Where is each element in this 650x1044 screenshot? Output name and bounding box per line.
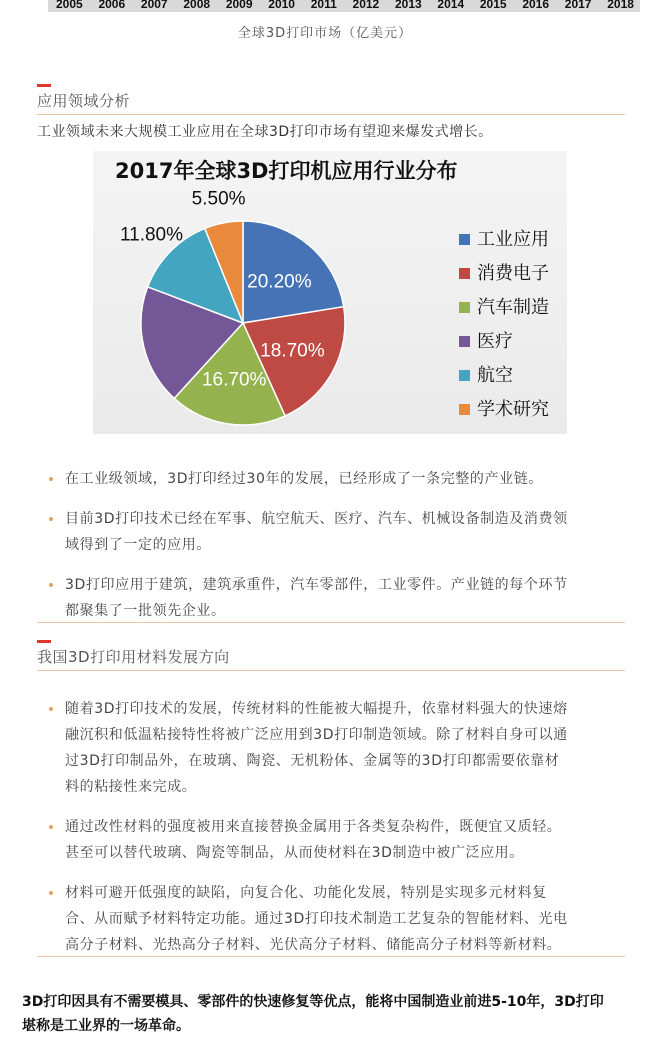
x-tick-label: 2007 bbox=[140, 0, 168, 11]
x-tick-label: 2010 bbox=[268, 0, 295, 11]
bullet-item bbox=[48, 506, 624, 558]
x-tick-label: 2006 bbox=[98, 0, 126, 11]
section-divider bbox=[37, 670, 625, 671]
bullet-dot-icon bbox=[49, 891, 53, 895]
bullet-item bbox=[48, 814, 624, 866]
bullet-dot-icon bbox=[49, 583, 53, 587]
chart-title: 2017年全球3D打印机应用行业分布 bbox=[115, 159, 458, 183]
bullet-list-materials bbox=[48, 696, 624, 972]
bullet-line: 都聚集了一批领先企业。 bbox=[65, 603, 226, 619]
bullet-line: 3D打印应用于建筑，建筑承重件，汽车零部件，工业零件。产业链的每个环节 bbox=[65, 577, 568, 593]
x-tick-label: 2013 bbox=[394, 0, 422, 11]
closing-paragraph bbox=[22, 990, 634, 1038]
pie-chart bbox=[93, 151, 567, 434]
bullet-dot-icon bbox=[49, 825, 53, 829]
bullet-line: 甚至可以替代玻璃、陶瓷等制品，从而使材料在3D制造中被广泛应用。 bbox=[65, 845, 524, 861]
bullet-item bbox=[48, 572, 624, 624]
bullet-item bbox=[48, 466, 624, 492]
legend-swatch bbox=[459, 336, 470, 347]
legend-label: 航空 bbox=[477, 365, 513, 386]
x-tick-label: 2018 bbox=[607, 0, 634, 11]
legend-label: 学术研究 bbox=[477, 399, 549, 420]
pie-value-label: 16.70% bbox=[201, 369, 267, 391]
pie-chart-svg bbox=[93, 151, 567, 434]
bullet-dot-icon bbox=[49, 477, 53, 481]
section-end-divider bbox=[37, 622, 625, 623]
section-accent-mark bbox=[37, 84, 51, 87]
legend-swatch bbox=[459, 234, 470, 245]
section-accent-mark bbox=[37, 640, 51, 643]
section-intro: 工业领域未来大规模工业应用在全球3D打印市场有望迎来爆发式增长。 bbox=[37, 124, 493, 140]
legend-swatch bbox=[459, 404, 470, 415]
x-tick-label: 2011 bbox=[310, 0, 337, 11]
legend-label: 工业应用 bbox=[477, 229, 549, 250]
bullet-line: 融沉积和低温粘接特性将被广泛应用到3D打印制造领域。除了材料自身可以通 bbox=[65, 727, 568, 743]
legend-label: 汽车制造 bbox=[477, 297, 549, 318]
bullet-line: 域得到了一定的应用。 bbox=[65, 537, 211, 553]
bullet-item bbox=[48, 880, 624, 958]
bullet-line: 材料可避开低强度的缺陷，向复合化、功能化发展，特别是实现多元材料复 bbox=[65, 885, 547, 901]
x-tick-label: 2015 bbox=[479, 0, 507, 11]
pie-value-label: 5.50% bbox=[191, 188, 246, 210]
bullet-line: 过3D打印制品外，在玻璃、陶瓷、无机粉体、金属等的3D打印都需要依靠材 bbox=[65, 753, 560, 769]
bullet-line: 合、从而赋予材料特定功能。通过3D打印技术制造工艺复杂的智能材料、光电 bbox=[65, 911, 568, 927]
x-tick-label: 2008 bbox=[183, 0, 211, 11]
section-divider bbox=[37, 114, 625, 115]
section-title: 应用领域分析 bbox=[37, 92, 131, 110]
bullet-line: 目前3D打印技术已经在军事、航空航天、医疗、汽车、机械设备制造及消费领 bbox=[65, 511, 568, 527]
section-title: 我国3D打印用材料发展方向 bbox=[37, 648, 230, 666]
x-axis-tick-labels bbox=[56, 0, 634, 12]
bullet-dot-icon bbox=[49, 707, 53, 711]
closing-line: 3D打印因具有不需要模具、零部件的快速修复等优点，能将中国制造业前进5-10年，3D打印 bbox=[22, 994, 604, 1010]
top-chart-caption: 全球3D打印市场（亿美元） bbox=[237, 26, 413, 41]
legend-swatch bbox=[459, 370, 470, 381]
pie-value-label: 11.80% bbox=[119, 224, 184, 246]
section-end-divider bbox=[37, 956, 625, 957]
x-tick-label: 2016 bbox=[522, 0, 550, 11]
x-tick-label: 2009 bbox=[225, 0, 253, 11]
bullet-item bbox=[48, 696, 624, 800]
bullet-list-applications bbox=[48, 466, 624, 638]
x-tick-label: 2012 bbox=[352, 0, 380, 11]
x-tick-label: 2014 bbox=[437, 0, 465, 11]
legend-swatch bbox=[459, 302, 470, 313]
bullet-dot-icon bbox=[49, 517, 53, 521]
legend-label: 消费电子 bbox=[477, 263, 549, 284]
x-tick-label: 2017 bbox=[564, 0, 592, 11]
bullet-line: 随着3D打印技术的发展，传统材料的性能被大幅提升，依靠材料强大的快速熔 bbox=[65, 701, 568, 717]
bullet-line: 在工业级领域，3D打印经过30年的发展，已经形成了一条完整的产业链。 bbox=[65, 471, 543, 487]
bullet-line: 高分子材料、光热高分子材料、光伏高分子材料、储能高分子材料等新材料。 bbox=[65, 937, 562, 953]
legend-label: 医疗 bbox=[477, 331, 513, 352]
pie-value-label: 18.70% bbox=[260, 340, 325, 362]
bullet-line: 料的粘接性来完成。 bbox=[65, 779, 197, 795]
pie-value-label: 20.20% bbox=[247, 271, 312, 293]
legend-swatch bbox=[459, 268, 470, 279]
x-tick-label: 2005 bbox=[56, 0, 83, 11]
closing-line: 堪称是工业界的一场革命。 bbox=[22, 1018, 190, 1034]
bullet-line: 通过改性材料的强度被用来直接替换金属用于各类复杂构件，既便宜又质轻。 bbox=[65, 819, 562, 835]
